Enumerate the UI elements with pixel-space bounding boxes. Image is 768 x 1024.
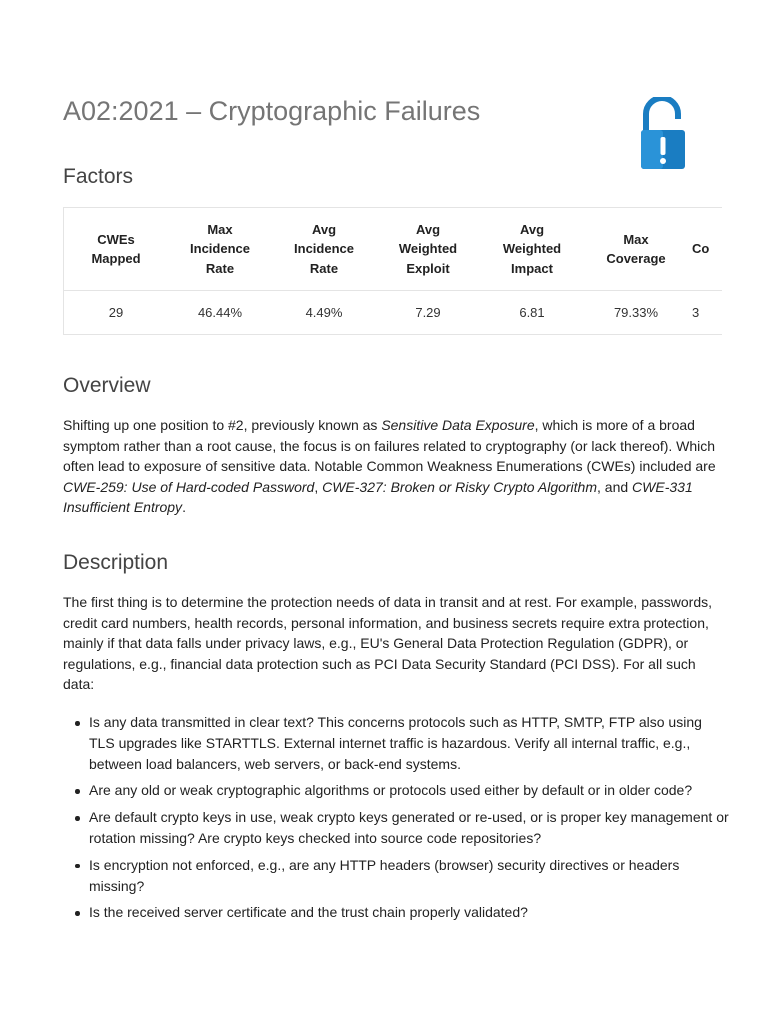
column-header-line: Rate [205, 260, 235, 276]
table-cell: 46.44% [197, 304, 243, 320]
column-header [480, 208, 584, 291]
list-item: Are default crypto keys in use, weak crypto keys generated or re-used, or is proper key management or rotation missing? Are crypto keys checked into source code repositories? [89, 807, 729, 849]
paragraph-text: , and [597, 478, 633, 495]
column-header-line: Avg [519, 221, 545, 237]
list-item: Is any data transmitted in clear text? This concerns protocols such as HTTP, SMTP, FTP also using TLS upgrades like STARTTLS. External internet traffic is hazardous. Verify all internal traffic, e.g., between load balancers, web servers, or back-end systems. [89, 712, 729, 774]
emphasis-text: CWE-331 Insufficient Entropy [63, 478, 693, 515]
column-header-line: Weighted [502, 241, 562, 257]
column-header-line: CWEs [97, 231, 135, 247]
list-item: Are any old or weak cryptographic algorithms or protocols used either by default or in older code? [89, 780, 729, 801]
table-cell: 6.81 [519, 304, 545, 320]
emphasis-text: Sensitive Data Exposure [381, 417, 535, 433]
column-header-line: Avg [415, 221, 441, 237]
table-cell: 7.29 [415, 304, 441, 320]
column-header-line: Incidence [190, 241, 250, 257]
column-header-line: Impact [511, 260, 553, 276]
column-header-line: Max [207, 221, 233, 237]
column-header-line: Rate [309, 260, 339, 276]
description-paragraph: The first thing is to determine the protection needs of data in transit and at rest. For example, passwords, credit card numbers, health records, personal information, and business secrets require extra protection, mainly if that data falls under privacy laws, e.g., EU's General Data Protection Regulation (GDPR), or regulations, e.g., financial data protection such as PCI Data Security Standard (PCI DSS). For all such data: [63, 594, 712, 692]
column-header-line: Weighted [398, 241, 458, 257]
emphasis-text: CWE-259: Use of Hard-coded Password [63, 478, 315, 495]
factors-heading: Factors [63, 165, 134, 188]
lock-open-warning-icon [640, 97, 686, 171]
paragraph-text: . [182, 499, 186, 515]
column-header [688, 208, 722, 291]
paragraph-text: , which is more of a broad symptom rather than a root cause, the focus is on failures related to cryptography (or lack thereof). Which often lead to exposure of sensitive data. Notable Common Weakness Enumerations (CWEs) included are [63, 417, 716, 474]
column-header [376, 208, 480, 291]
table-cell: 79.33% [613, 304, 659, 320]
column-header [64, 208, 168, 291]
list-item: Is the received server certificate and the trust chain properly validated? [89, 902, 729, 923]
column-header [584, 208, 688, 291]
table-cell: 29 [108, 304, 124, 320]
table-cell: 3 [692, 304, 700, 320]
column-header-line: Avg [311, 221, 337, 237]
overview-paragraph [63, 415, 723, 518]
column-header [272, 208, 376, 291]
emphasis-text: CWE-327: Broken or Risky Crypto Algorithm [322, 478, 598, 495]
description-bullet-list [63, 712, 729, 929]
column-header-line: Incidence [294, 241, 354, 257]
list-item: Is encryption not enforced, e.g., are any HTTP headers (browser) security directives or headers missing? [89, 855, 729, 897]
column-header-line: Coverage [606, 251, 666, 266]
table-row [64, 291, 722, 334]
page-title: A02:2021 – Cryptographic Failures [63, 96, 481, 126]
table-header-row [64, 208, 722, 291]
description-heading: Description [63, 551, 169, 574]
overview-heading: Overview [63, 374, 151, 397]
table-cell: 4.49% [305, 304, 343, 320]
paragraph-text: , [314, 478, 323, 495]
column-header-line: Co [692, 241, 710, 257]
column-header-line: Max [623, 231, 649, 247]
paragraph-text: Shifting up one position to #2, previously known as [63, 417, 382, 433]
column-header-line: Exploit [406, 260, 450, 276]
factors-table [63, 207, 722, 335]
column-header-line: Mapped [91, 251, 141, 266]
column-header [168, 208, 272, 291]
